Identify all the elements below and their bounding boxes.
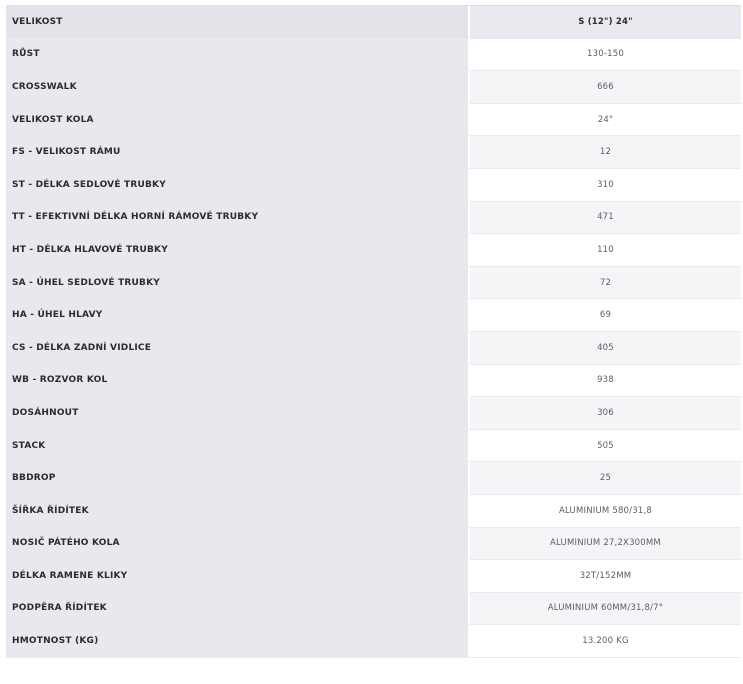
row-label-seat-angle: SA - ÚHEL SEDLOVÉ TRUBKY <box>6 267 470 300</box>
row-label-head-tube-length: HT - DÉLKA HLAVOVÉ TRUBKY <box>6 234 470 267</box>
table-row <box>6 397 741 430</box>
row-value-wheelbase: 938 <box>470 365 741 398</box>
row-value-height: 130-150 <box>470 39 741 72</box>
row-value-head-angle: 69 <box>470 299 741 332</box>
table-row <box>6 267 741 300</box>
table-header-row <box>6 6 741 39</box>
row-value-reach: 306 <box>470 397 741 430</box>
row-value-bb-drop: 25 <box>470 462 741 495</box>
table-row <box>6 104 741 137</box>
row-label-height: RŮST <box>6 39 470 72</box>
table-row <box>6 593 741 626</box>
row-label-stack: STACK <box>6 430 470 463</box>
table-row <box>6 299 741 332</box>
row-label-chainstay-length: CS - DÉLKA ZADNÍ VIDLICE <box>6 332 470 365</box>
table-row <box>6 560 741 593</box>
row-value-wheel-size: 24" <box>470 104 741 137</box>
row-label-head-angle: HA - ÚHEL HLAVY <box>6 299 470 332</box>
row-value-head-tube-length: 110 <box>470 234 741 267</box>
row-label-wheelbase: WB - ROZVOR KOL <box>6 365 470 398</box>
table-row <box>6 528 741 561</box>
table-row <box>6 39 741 72</box>
table-row <box>6 169 741 202</box>
row-label-stem: PODPĚRA ŘÍDÍTEK <box>6 593 470 626</box>
row-value-top-tube-length: 471 <box>470 202 741 235</box>
table-row <box>6 365 741 398</box>
row-label-bb-drop: BBDROP <box>6 462 470 495</box>
table-row <box>6 462 741 495</box>
size-column-value: S (12") 24" <box>470 6 741 39</box>
row-value-weight: 13.200 KG <box>470 625 741 658</box>
table-row <box>6 202 741 235</box>
table-row <box>6 136 741 169</box>
row-label-crosswalk: CROSSWALK <box>6 71 470 104</box>
row-label-wheel-size: VELIKOST KOLA <box>6 104 470 137</box>
geometry-table <box>6 6 741 658</box>
table-row <box>6 495 741 528</box>
table-row <box>6 625 741 658</box>
row-label-crank-length: DÉLKA RAMENE KLIKY <box>6 560 470 593</box>
size-column-label: VELIKOST <box>6 6 470 39</box>
table-row <box>6 71 741 104</box>
row-value-stack: 505 <box>470 430 741 463</box>
row-value-stem: ALUMINIUM 60MM/31,8/7° <box>470 593 741 626</box>
row-value-crosswalk: 666 <box>470 71 741 104</box>
table-row <box>6 234 741 267</box>
row-value-seatpost: ALUMINIUM 27,2X300MM <box>470 528 741 561</box>
row-label-frame-size: FS - VELIKOST RÁMU <box>6 136 470 169</box>
row-label-reach: DOSÁHNOUT <box>6 397 470 430</box>
row-label-top-tube-length: TT - EFEKTIVNÍ DÉLKA HORNÍ RÁMOVÉ TRUBKY <box>6 202 470 235</box>
row-value-seat-angle: 72 <box>470 267 741 300</box>
row-value-frame-size: 12 <box>470 136 741 169</box>
row-label-handlebar-width: ŠÍŘKA ŘÍDÍTEK <box>6 495 470 528</box>
row-value-handlebar-width: ALUMINIUM 580/31,8 <box>470 495 741 528</box>
row-label-weight: HMOTNOST (KG) <box>6 625 470 658</box>
row-value-seat-tube-length: 310 <box>470 169 741 202</box>
row-value-crank-length: 32T/152MM <box>470 560 741 593</box>
row-label-seat-tube-length: ST - DÉLKA SEDLOVÉ TRUBKY <box>6 169 470 202</box>
table-row <box>6 430 741 463</box>
row-value-chainstay-length: 405 <box>470 332 741 365</box>
row-label-seatpost: NOSIČ PÁTÉHO KOLA <box>6 528 470 561</box>
table-row <box>6 332 741 365</box>
